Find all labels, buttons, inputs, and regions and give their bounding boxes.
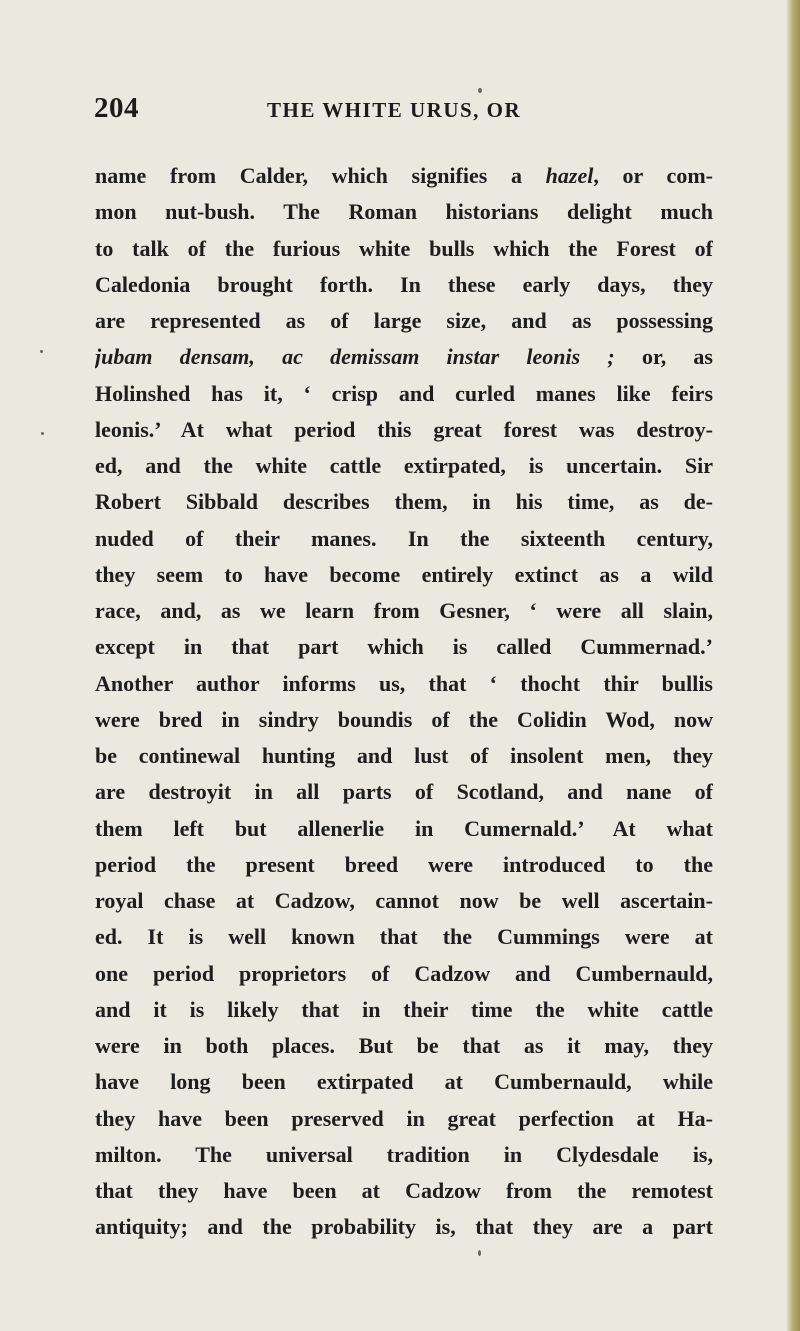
text-line: Another author informs us, that ‘ thocht thir bullis	[95, 670, 713, 696]
text-line: leonis.’ At what period this great forest was destroy-	[95, 416, 713, 442]
page-number: 204	[94, 92, 139, 124]
text-line: ed. It is well known that the Cummings were at	[95, 924, 713, 950]
text-line: ed, and the white cattle extirpated, is uncertain. Sir	[95, 453, 713, 478]
body-text	[95, 158, 713, 1246]
text-line: be continewal hunting and lust of insolent men, they	[95, 743, 713, 768]
scan-speck	[478, 1250, 481, 1256]
scan-speck	[41, 432, 44, 435]
text-line: one period proprietors of Cadzow and Cumbernauld,	[95, 960, 713, 986]
text-line: antiquity; and the probability is, that they are a part	[95, 1214, 713, 1240]
text-line: they have been preserved in great perfection at Ha-	[95, 1105, 713, 1131]
text-line: mon nut-bush. The Roman historians delight much	[95, 199, 713, 225]
page-header	[0, 92, 800, 132]
text-line: them left but allenerlie in Cumernald.’ At what	[95, 815, 713, 841]
text-line: are represented as of large size, and as possessing	[95, 308, 713, 333]
text-line: have long been extirpated at Cumbernauld, while	[95, 1069, 713, 1095]
text-line: they seem to have become entirely extinct as a wild	[95, 561, 713, 587]
text-line: Caledonia brought forth. In these early days, they	[95, 271, 713, 297]
text-line: milton. The universal tradition in Clydesdale is,	[95, 1141, 713, 1167]
text-line: to talk of the furious white bulls which the Forest of	[95, 235, 713, 261]
text-line: except in that part which is called Cummernad.’	[95, 634, 713, 660]
text-line: race, and, as we learn from Gesner, ‘ were all slain,	[95, 598, 713, 623]
text-line: Holinshed has it, ‘ crisp and curled manes like feirs	[95, 380, 713, 406]
text-line: nuded of their manes. In the sixteenth century,	[95, 525, 713, 551]
scan-speck	[478, 88, 482, 93]
text-line: are destroyit in all parts of Scotland, and nane of	[95, 779, 713, 805]
text-line: were in both places. But be that as it may, they	[95, 1033, 713, 1058]
text-line: period the present breed were introduced to the	[95, 851, 713, 877]
text-line: royal chase at Cadzow, cannot now be well ascertain-	[95, 888, 713, 913]
running-head: THE WHITE URUS, OR	[267, 98, 522, 122]
text-line: and it is likely that in their time the white cattle	[95, 996, 713, 1022]
page-binding-edge	[786, 0, 800, 1331]
text-line: name from Calder, which signifies a hazel, or com-	[95, 163, 713, 188]
text-line: that they have been at Cadzow from the remotest	[95, 1178, 713, 1203]
scan-speck	[40, 350, 43, 353]
text-line: jubam densam, ac demissam instar leonis ; or, as	[95, 344, 713, 370]
text-line: were bred in sindry boundis of the Colidin Wod, now	[95, 706, 713, 732]
text-line: Robert Sibbald describes them, in his time, as de-	[95, 489, 713, 515]
